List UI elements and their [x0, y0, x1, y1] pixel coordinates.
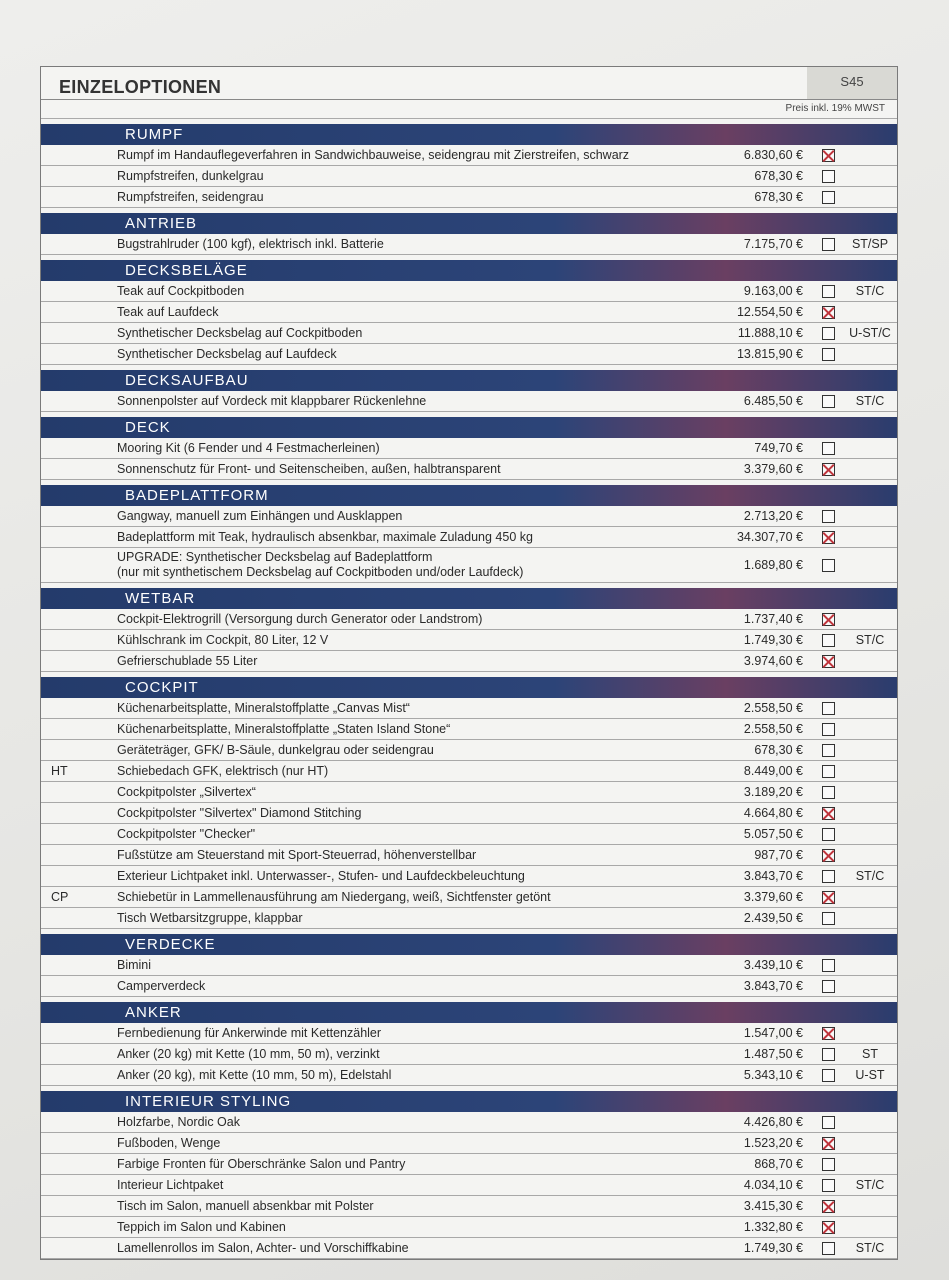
option-price: 5.057,50 € [743, 827, 803, 841]
option-price: 1.749,30 € [743, 633, 803, 647]
checked-checkbox[interactable] [822, 891, 835, 904]
option-row [41, 719, 897, 740]
option-row [41, 459, 897, 480]
option-row [41, 323, 897, 344]
option-description [117, 236, 703, 253]
option-code: HT [51, 764, 68, 778]
option-checkbox-cell [813, 891, 843, 904]
option-description [117, 168, 703, 185]
option-description-line: Synthetischer Decksbelag auf Cockpitboden [117, 325, 363, 340]
option-description-line: Cockpitpolster "Checker" [117, 826, 256, 841]
option-description [117, 721, 703, 738]
option-checkbox-cell [813, 980, 843, 993]
option-price: 678,30 € [754, 169, 803, 183]
option-price: 12.554,50 € [736, 305, 803, 319]
option-price: 2.558,50 € [743, 701, 803, 715]
option-description-line: Rumpf im Handauflegeverfahren in Sandwichbauweise, seidengrau mit Zierstreifen, schwarz [117, 147, 630, 162]
checked-checkbox[interactable] [822, 1221, 835, 1234]
option-description-line: Mooring Kit (6 Fender und 4 Festmacherleinen) [117, 440, 380, 455]
option-row [41, 651, 897, 672]
option-note: ST [862, 1047, 878, 1061]
option-description-line: Schiebedach GFK, elektrisch (nur HT) [117, 763, 329, 778]
option-row [41, 166, 897, 187]
option-description [117, 868, 703, 885]
option-checkbox-cell [813, 1200, 843, 1213]
section-header [41, 124, 897, 145]
option-description [117, 957, 703, 974]
option-description-line: Rumpfstreifen, dunkelgrau [117, 168, 264, 183]
checkbox[interactable] [822, 723, 835, 736]
option-row [41, 506, 897, 527]
option-description [117, 910, 703, 927]
section-header [41, 213, 897, 234]
option-description [117, 1240, 703, 1257]
option-checkbox-cell [813, 959, 843, 972]
option-description [117, 1219, 703, 1236]
option-description-line: UPGRADE: Synthetischer Decksbelag auf Badeplattform [117, 550, 433, 564]
option-description [117, 529, 703, 546]
option-row [41, 866, 897, 887]
option-row [41, 630, 897, 651]
option-note: ST/C [855, 869, 885, 883]
checkbox[interactable] [822, 442, 835, 455]
checkbox[interactable] [822, 1048, 835, 1061]
option-price: 8.449,00 € [743, 764, 803, 778]
option-row [41, 187, 897, 208]
option-description [117, 611, 703, 628]
option-checkbox-cell [813, 786, 843, 799]
option-description-line: Exterieur Lichtpaket inkl. Unterwasser-, Stufen- und Laufdeckbeleuchtung [117, 868, 525, 883]
option-checkbox-cell [813, 306, 843, 319]
option-checkbox-cell [813, 1158, 843, 1171]
checked-checkbox[interactable] [822, 531, 835, 544]
option-checkbox-cell [813, 285, 843, 298]
option-description-line: Tisch Wetbarsitzgruppe, klappbar [117, 910, 303, 925]
option-description [117, 325, 703, 342]
checkbox[interactable] [822, 285, 835, 298]
section-header [41, 485, 897, 506]
section-header [41, 934, 897, 955]
checkbox[interactable] [822, 327, 835, 340]
checked-checkbox[interactable] [822, 849, 835, 862]
option-row [41, 1044, 897, 1065]
section-title: RUMPF [125, 126, 184, 143]
section-title: BADEPLATTFORM [125, 487, 269, 504]
section-title: ANTRIEB [125, 215, 198, 232]
option-price: 1.547,00 € [743, 1026, 803, 1040]
checked-checkbox[interactable] [822, 306, 835, 319]
option-description-line: Bimini [117, 957, 152, 972]
option-description [117, 700, 703, 717]
option-checkbox-cell [813, 1116, 843, 1129]
option-description [117, 304, 703, 321]
option-description [117, 1114, 703, 1131]
section-header [41, 260, 897, 281]
option-row [41, 782, 897, 803]
checkbox[interactable] [822, 238, 835, 251]
checkbox[interactable] [822, 744, 835, 757]
option-description-line: Gangway, manuell zum Einhängen und Ausklappen [117, 508, 403, 523]
option-description-line: Badeplattform mit Teak, hydraulisch absenkbar, maximale Zuladung 450 kg [117, 529, 533, 544]
option-description-line: Kühlschrank im Cockpit, 80 Liter, 12 V [117, 632, 329, 647]
section-title: INTERIEUR STYLING [125, 1093, 292, 1110]
option-note: ST/C [855, 633, 885, 647]
section-title: DECKSBELÄGE [125, 262, 248, 279]
option-description [117, 784, 703, 801]
option-description-line: Rumpfstreifen, seidengrau [117, 189, 264, 204]
option-note: U-ST/C [849, 326, 891, 340]
option-price: 34.307,70 € [736, 530, 803, 544]
option-price: 4.426,80 € [743, 1115, 803, 1129]
option-description [117, 461, 703, 478]
option-checkbox-cell [813, 191, 843, 204]
section-title: DECK [125, 419, 171, 436]
option-price: 3.439,10 € [743, 958, 803, 972]
option-note: ST/SP [851, 237, 889, 251]
sections-container [41, 124, 897, 1259]
option-description-line: Anker (20 kg), mit Kette (10 mm, 50 m), Edelstahl [117, 1067, 392, 1082]
option-price: 3.415,30 € [743, 1199, 803, 1213]
checkbox[interactable] [822, 765, 835, 778]
option-checkbox-cell [813, 463, 843, 476]
option-price: 5.343,10 € [743, 1068, 803, 1082]
checkbox[interactable] [822, 191, 835, 204]
option-price: 3.379,60 € [743, 890, 803, 904]
checkbox[interactable] [822, 510, 835, 523]
option-description [117, 549, 703, 581]
option-price: 3.843,70 € [743, 979, 803, 993]
checkbox[interactable] [822, 702, 835, 715]
option-row [41, 438, 897, 459]
option-row [41, 887, 897, 908]
option-description-line: Synthetischer Decksbelag auf Laufdeck [117, 346, 337, 361]
option-price: 868,70 € [754, 1157, 803, 1171]
option-description-line: Teak auf Cockpitboden [117, 283, 245, 298]
option-description [117, 1025, 703, 1042]
option-price: 1.523,20 € [743, 1136, 803, 1150]
option-description-line: Anker (20 kg) mit Kette (10 mm, 50 m), verzinkt [117, 1046, 380, 1061]
option-row [41, 824, 897, 845]
checkbox[interactable] [822, 559, 835, 572]
option-description-line: Schiebetür in Lammellenausführung am Niedergang, weiß, Sichtfenster getönt [117, 889, 551, 904]
option-row [41, 1112, 897, 1133]
option-description [117, 847, 703, 864]
option-note: ST/C [855, 284, 885, 298]
option-row [41, 1065, 897, 1086]
option-description [117, 393, 703, 410]
option-checkbox-cell [813, 723, 843, 736]
option-description [117, 1046, 703, 1063]
option-checkbox-cell [813, 870, 843, 883]
option-description-line: Teak auf Laufdeck [117, 304, 219, 319]
option-checkbox-cell [813, 531, 843, 544]
option-checkbox-cell [813, 1221, 843, 1234]
option-description-line: Cockpitpolster „Silvertex“ [117, 784, 256, 799]
option-row [41, 803, 897, 824]
section-title: VERDECKE [125, 936, 216, 953]
option-note: U-ST [855, 1068, 885, 1082]
option-checkbox-cell [813, 327, 843, 340]
option-description-line: Cockpitpolster "Silvertex" Diamond Stitching [117, 805, 362, 820]
option-price: 4.664,80 € [743, 806, 803, 820]
option-code: CP [51, 890, 69, 904]
checked-checkbox[interactable] [822, 655, 835, 668]
option-description-line: Küchenarbeitsplatte, Mineralstoffplatte „Canvas Mist“ [117, 700, 410, 715]
option-row [41, 955, 897, 976]
option-checkbox-cell [813, 442, 843, 455]
option-description-line: Sonnenpolster auf Vordeck mit klappbarer Rückenlehne [117, 393, 427, 408]
option-checkbox-cell [813, 395, 843, 408]
checkbox[interactable] [822, 1158, 835, 1171]
option-description [117, 189, 703, 206]
option-description [117, 1156, 703, 1173]
option-description-line: Fußboden, Wenge [117, 1135, 221, 1150]
option-description-line: Tisch im Salon, manuell absenkbar mit Polster [117, 1198, 374, 1213]
section-title: WETBAR [125, 590, 196, 607]
option-description-line: Holzfarbe, Nordic Oak [117, 1114, 240, 1129]
option-description-line: Camperverdeck [117, 978, 206, 993]
option-checkbox-cell [813, 1069, 843, 1082]
option-description [117, 889, 703, 906]
option-price: 7.175,70 € [743, 237, 803, 251]
option-row [41, 1175, 897, 1196]
section-header [41, 1002, 897, 1023]
option-description [117, 1135, 703, 1152]
option-note: ST/C [855, 394, 885, 408]
checkbox[interactable] [822, 634, 835, 647]
option-note: ST/C [855, 1178, 885, 1192]
option-row [41, 1133, 897, 1154]
checkbox[interactable] [822, 912, 835, 925]
option-row [41, 845, 897, 866]
option-row [41, 1238, 897, 1259]
checkbox[interactable] [822, 348, 835, 361]
option-description [117, 147, 703, 164]
option-row [41, 698, 897, 719]
option-checkbox-cell [813, 849, 843, 862]
checked-checkbox[interactable] [822, 1137, 835, 1150]
section-title: COCKPIT [125, 679, 199, 696]
option-price: 3.379,60 € [743, 462, 803, 476]
price-note: Preis inkl. 19% MWST [41, 100, 897, 119]
option-price: 1.689,80 € [743, 558, 803, 572]
option-description-line-2: (nur mit synthetischem Decksbelag auf Cockpitboden und/oder Laufdeck) [117, 565, 524, 579]
option-checkbox-cell [813, 348, 843, 361]
option-description [117, 283, 703, 300]
model-label: S45 [807, 67, 897, 99]
option-description [117, 1067, 703, 1084]
option-checkbox-cell [813, 149, 843, 162]
option-price: 2.558,50 € [743, 722, 803, 736]
option-description-line: Fußstütze am Steuerstand mit Sport-Steuerrad, höhenverstellbar [117, 847, 477, 862]
option-description [117, 632, 703, 649]
option-checkbox-cell [813, 1048, 843, 1061]
option-checkbox-cell [813, 634, 843, 647]
option-checkbox-cell [813, 765, 843, 778]
checked-checkbox[interactable] [822, 1027, 835, 1040]
options-sheet [40, 66, 898, 1260]
option-price: 2.439,50 € [743, 911, 803, 925]
option-note: ST/C [855, 1241, 885, 1255]
option-description-line: Cockpit-Elektrogrill (Versorgung durch Generator oder Landstrom) [117, 611, 483, 626]
option-checkbox-cell [813, 170, 843, 183]
option-price: 3.843,70 € [743, 869, 803, 883]
option-description-line: Lamellenrollos im Salon, Achter- und Vorschiffkabine [117, 1240, 409, 1255]
section-title: DECKSAUFBAU [125, 372, 249, 389]
section-header [41, 677, 897, 698]
checked-checkbox[interactable] [822, 149, 835, 162]
option-description [117, 346, 703, 363]
option-row [41, 281, 897, 302]
option-row [41, 145, 897, 166]
option-checkbox-cell [813, 1027, 843, 1040]
option-row [41, 391, 897, 412]
checked-checkbox[interactable] [822, 613, 835, 626]
option-row [41, 976, 897, 997]
checkbox[interactable] [822, 1179, 835, 1192]
option-description-line: Bugstrahlruder (100 kgf), elektrisch inkl. Batterie [117, 236, 384, 251]
option-price: 987,70 € [754, 848, 803, 862]
option-price: 749,70 € [754, 441, 803, 455]
option-price: 2.713,20 € [743, 509, 803, 523]
checked-checkbox[interactable] [822, 807, 835, 820]
checked-checkbox[interactable] [822, 463, 835, 476]
option-row [41, 1217, 897, 1238]
option-row [41, 740, 897, 761]
section-header [41, 417, 897, 438]
option-price: 6.830,60 € [743, 148, 803, 162]
option-price: 6.485,50 € [743, 394, 803, 408]
section-title: ANKER [125, 1004, 182, 1021]
section-header [41, 370, 897, 391]
option-description-line: Gefrierschublade 55 Liter [117, 653, 258, 668]
option-checkbox-cell [813, 510, 843, 523]
option-price: 3.974,60 € [743, 654, 803, 668]
option-row [41, 761, 897, 782]
option-row [41, 234, 897, 255]
checkbox[interactable] [822, 1116, 835, 1129]
sheet-header [41, 67, 897, 100]
option-price: 9.163,00 € [743, 284, 803, 298]
checkbox[interactable] [822, 170, 835, 183]
checkbox[interactable] [822, 1069, 835, 1082]
option-row [41, 908, 897, 929]
checked-checkbox[interactable] [822, 1200, 835, 1213]
option-description-line: Interieur Lichtpaket [117, 1177, 224, 1192]
option-checkbox-cell [813, 1242, 843, 1255]
page-title: EINZELOPTIONEN [59, 77, 222, 97]
option-price: 1.749,30 € [743, 1241, 803, 1255]
option-row [41, 548, 897, 583]
option-row [41, 344, 897, 365]
option-price: 678,30 € [754, 190, 803, 204]
option-checkbox-cell [813, 828, 843, 841]
option-checkbox-cell [813, 702, 843, 715]
option-price: 1.737,40 € [743, 612, 803, 626]
option-description [117, 653, 703, 670]
option-price: 3.189,20 € [743, 785, 803, 799]
section-header [41, 1091, 897, 1112]
option-row [41, 1154, 897, 1175]
checkbox[interactable] [822, 395, 835, 408]
checkbox[interactable] [822, 786, 835, 799]
option-checkbox-cell [813, 807, 843, 820]
checkbox[interactable] [822, 959, 835, 972]
option-price: 1.487,50 € [743, 1047, 803, 1061]
option-row [41, 1196, 897, 1217]
option-description [117, 826, 703, 843]
option-description-line: Farbige Fronten für Oberschränke Salon und Pantry [117, 1156, 406, 1171]
option-description-line: Sonnenschutz für Front- und Seitenscheiben, außen, halbtransparent [117, 461, 501, 476]
option-description [117, 763, 703, 780]
option-description-line: Teppich im Salon und Kabinen [117, 1219, 286, 1234]
option-row [41, 527, 897, 548]
option-price: 13.815,90 € [736, 347, 803, 361]
section-header [41, 588, 897, 609]
option-row [41, 609, 897, 630]
option-description-line: Geräteträger, GFK/ B-Säule, dunkelgrau oder seidengrau [117, 742, 434, 757]
option-description [117, 742, 703, 759]
option-checkbox-cell [813, 613, 843, 626]
option-price: 1.332,80 € [743, 1220, 803, 1234]
option-checkbox-cell [813, 744, 843, 757]
option-description-line: Küchenarbeitsplatte, Mineralstoffplatte „Staten Island Stone“ [117, 721, 451, 736]
option-checkbox-cell [813, 1137, 843, 1150]
option-description [117, 440, 703, 457]
option-checkbox-cell [813, 559, 843, 572]
option-description [117, 508, 703, 525]
option-description [117, 978, 703, 995]
option-description [117, 1177, 703, 1194]
option-row [41, 302, 897, 323]
option-description [117, 805, 703, 822]
checkbox[interactable] [822, 870, 835, 883]
checkbox[interactable] [822, 980, 835, 993]
option-price: 678,30 € [754, 743, 803, 757]
option-row [41, 1023, 897, 1044]
option-checkbox-cell [813, 655, 843, 668]
option-checkbox-cell [813, 238, 843, 251]
checkbox[interactable] [822, 828, 835, 841]
option-checkbox-cell [813, 1179, 843, 1192]
option-description-line: Fernbedienung für Ankerwinde mit Kettenzähler [117, 1025, 382, 1040]
option-price: 11.888,10 € [737, 326, 803, 340]
checkbox[interactable] [822, 1242, 835, 1255]
option-price: 4.034,10 € [743, 1178, 803, 1192]
option-description [117, 1198, 703, 1215]
option-checkbox-cell [813, 912, 843, 925]
